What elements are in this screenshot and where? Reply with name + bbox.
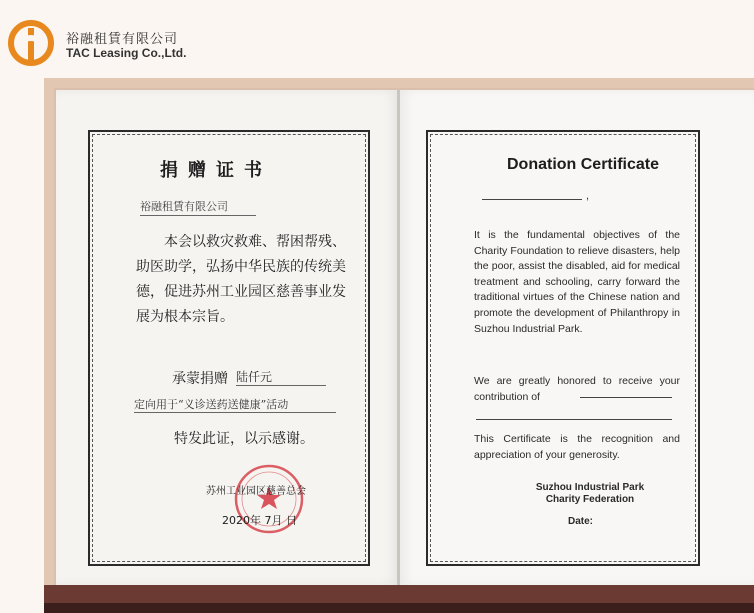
certificate-body-cn bbox=[136, 230, 346, 330]
page-header bbox=[0, 0, 754, 80]
donation-purpose-cn: 定向用于“义诊送药送健康”活动 bbox=[134, 396, 336, 413]
contribution-blank-line bbox=[580, 390, 672, 398]
certificate-page-en bbox=[400, 90, 754, 585]
recognition-text-en: This Certificate is the recognition and appreciation of your generosity. bbox=[474, 433, 680, 461]
decorative-border bbox=[88, 130, 370, 566]
certificate-photo bbox=[44, 78, 754, 613]
brand-name-en: TAC Leasing Co.,Ltd. bbox=[66, 46, 187, 60]
recipient-comma: , bbox=[586, 190, 590, 202]
org-line-2: Charity Federation bbox=[545, 494, 635, 505]
contribution-blank-line-2 bbox=[476, 412, 672, 420]
certificate-title-cn: 捐赠证书 bbox=[160, 160, 272, 181]
certificate-body-en: It is the fundamental objectives of the Charity Foundation to relieve disasters, help the poor, assist the disabled, aid for medical treatment and schooling, carry forward the traditional virtues of the Chinese nation and promote the development of Philanthropy in Suzhou Industrial Park. bbox=[474, 229, 680, 335]
tac-logo-icon bbox=[8, 20, 54, 66]
date-label-en: Date: bbox=[568, 516, 594, 527]
folder-cover-shadow bbox=[44, 603, 754, 613]
contribution-text-en: We are greatly honored to receive your contribution of bbox=[474, 375, 680, 403]
recipient-name-cn: 裕融租賃有限公司 bbox=[140, 198, 256, 216]
certificate-title-en: Donation Certificate bbox=[506, 156, 659, 173]
signature-en bbox=[510, 482, 670, 506]
date-cn: 2020年 7月 日 bbox=[222, 514, 297, 527]
certificate-page-cn bbox=[56, 90, 398, 585]
donation-amount-cn: 陆仟元 bbox=[236, 368, 326, 386]
recipient-blank-line bbox=[482, 190, 582, 200]
brand-name-cn: 裕融租賃有限公司 bbox=[66, 32, 179, 47]
receive-label-cn: 承蒙捐赠 bbox=[172, 371, 228, 387]
certify-text-cn: 特发此证，以示感谢。 bbox=[174, 431, 314, 447]
org-line-1: Suzhou Industrial Park bbox=[535, 482, 645, 493]
signature-cn: 苏州工业园区慈善总会 bbox=[206, 486, 306, 497]
body-text-cn: 本会以救灾救难、帮困帮残、助医助学，弘扬中华民族的传统美德，促进苏州工业园区慈善事业发展为根本宗旨。 bbox=[136, 234, 346, 325]
